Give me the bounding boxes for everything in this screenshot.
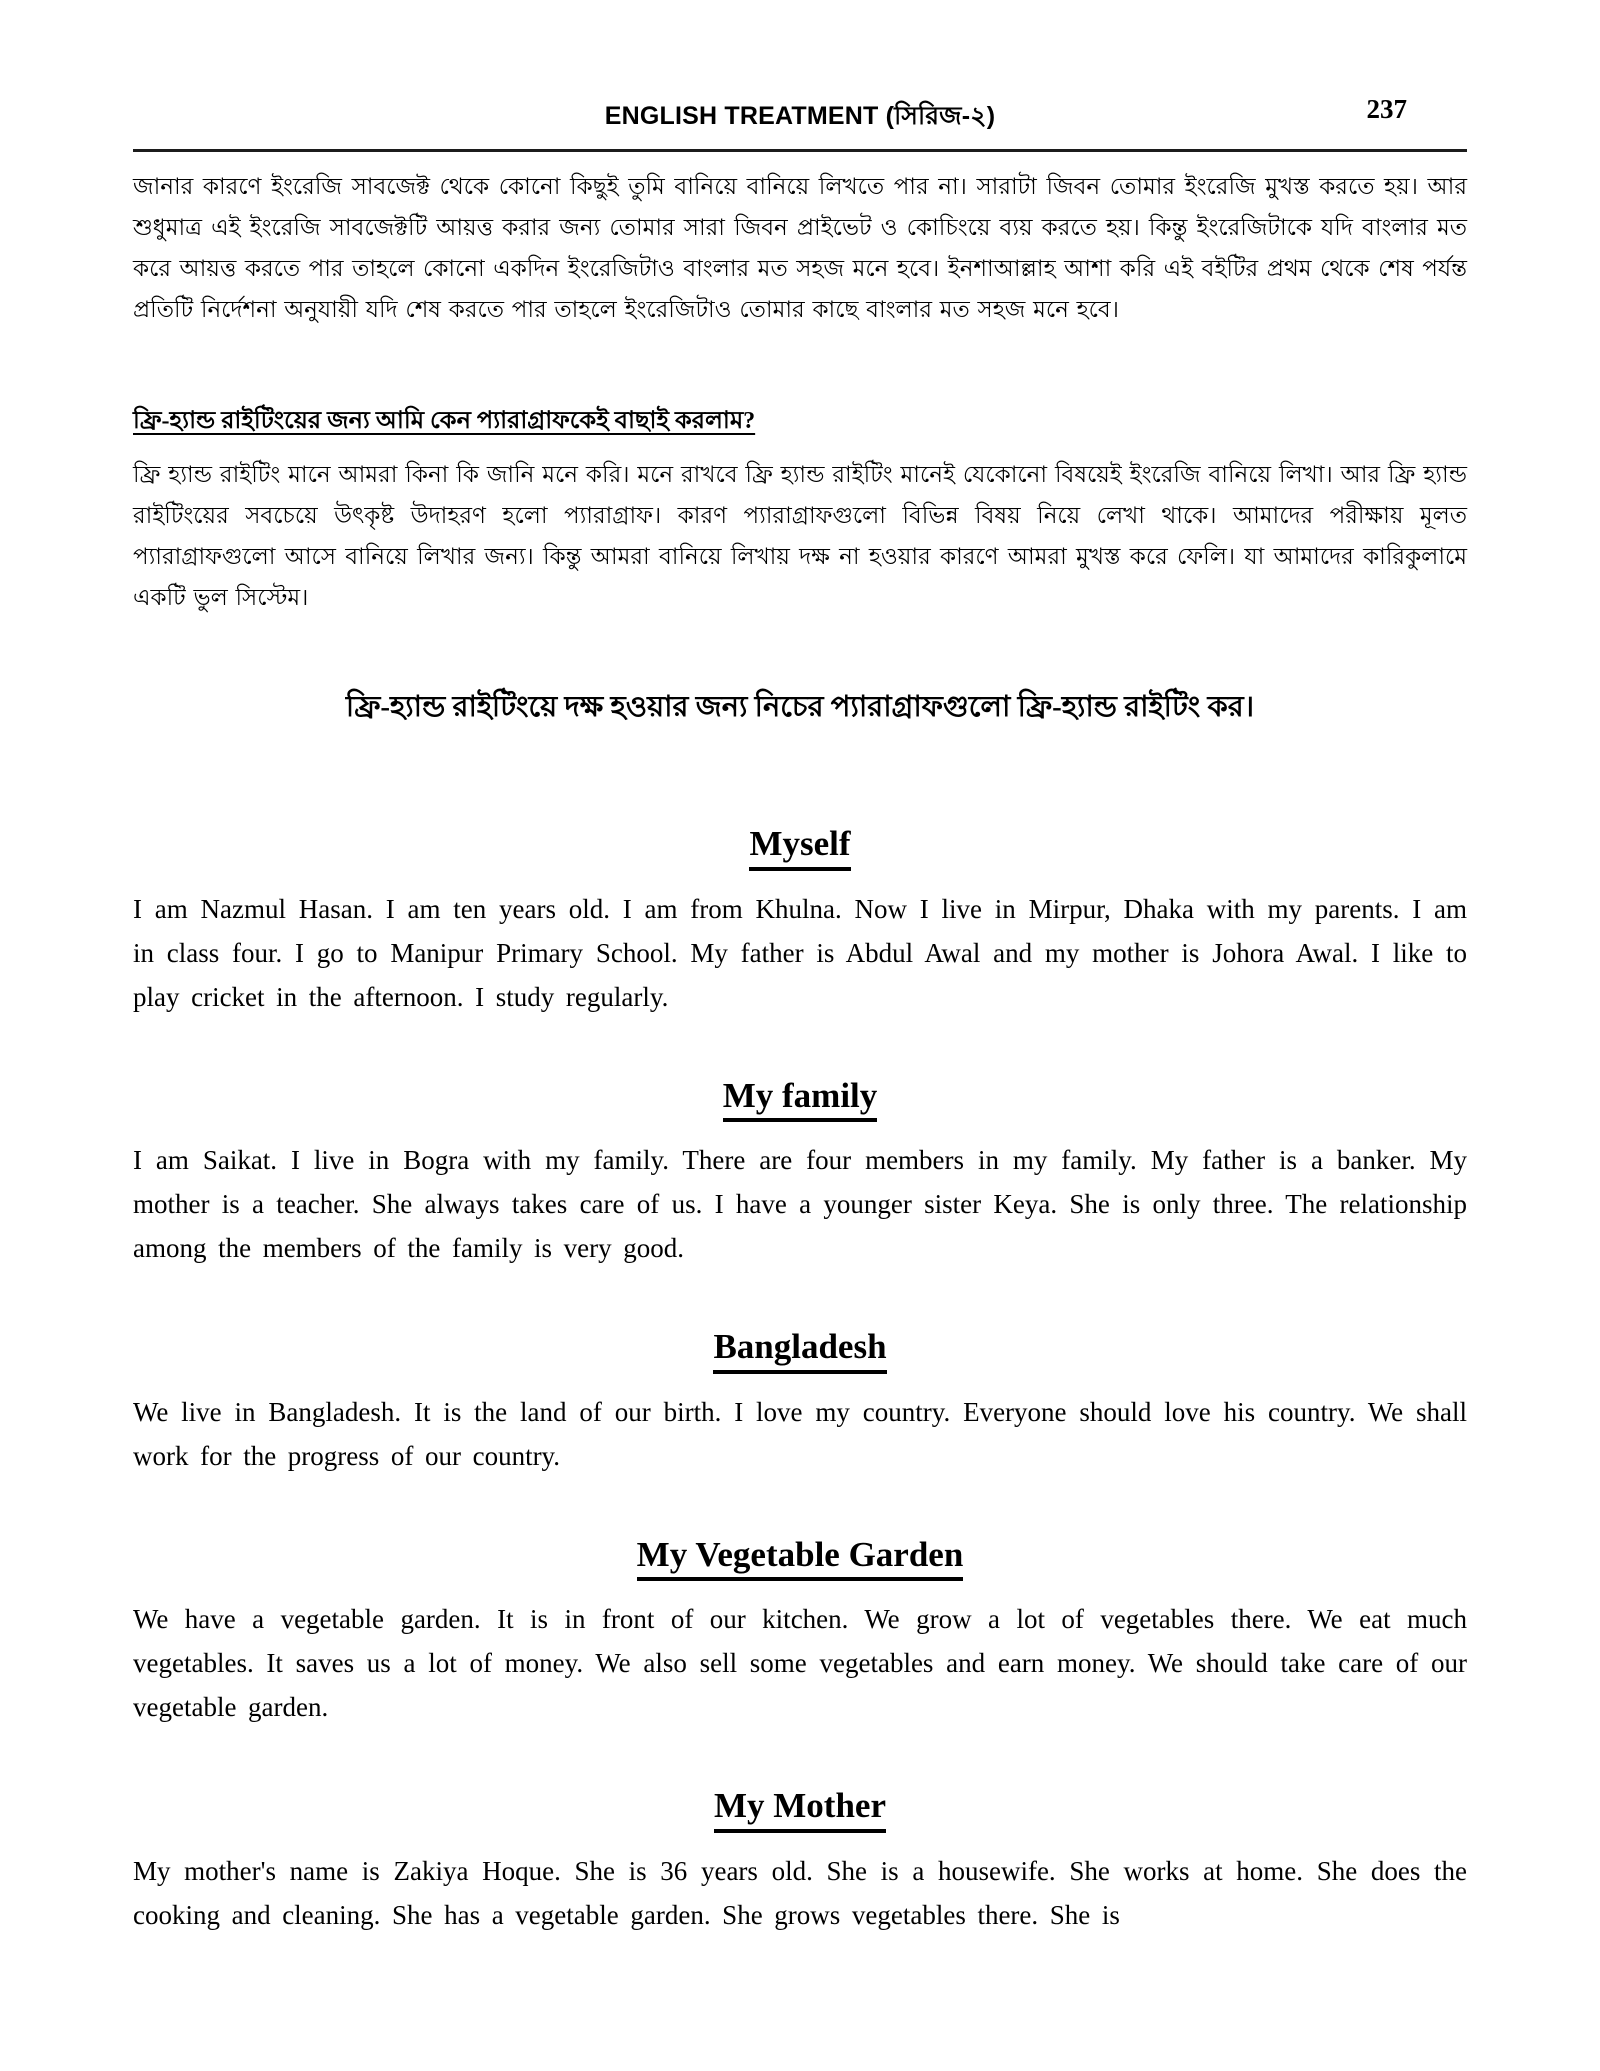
essay-body: I am Nazmul Hasan. I am ten years old. I am from Khulna. Now I live in Mirpur, Dhaka with my parents. I am in class four. I go to Manipur Primary School. My father is Abdul Awal and my mother is Johora Awal. I like to play cricket in the afternoon. I study regularly.	[133, 893, 1467, 1012]
question-heading: ফ্রি-হ্যান্ড রাইটিংয়ের জন্য আমি কেন প্যারাগ্রাফকেই বাছাই করলাম?	[133, 408, 756, 434]
question-paragraph: ফ্রি হ্যান্ড রাইটিং মানে আমরা কিনা কি জানি মনে করি। মনে রাখবে ফ্রি হ্যান্ড রাইটিং মানেই যেকোনো বিষয়েই ইংরেজি বানিয়ে লিখা। আর ফ্রি হ্যান্ড রাইটিংয়ের সবচেয়ে উৎকৃষ্ট উদাহরণ হলো প্যারাগ্রাফ। কারণ প্যারাগ্রাফগুলো বিভিন্ন বিষয় নিয়ে লেখা থাকে। আমাদের পরীক্ষায় মূলত প্যারাগ্রাফগুলো আসে বানিয়ে লিখার জন্য। কিন্তু আমরা বানিয়ে লিখায় দক্ষ না হওয়ার কারণে আমরা মুখস্ত করে ফেলি। যা আমাদের কারিকুলামে একটি ভুল সিস্টেম।	[133, 462, 1467, 610]
essay-myself	[133, 825, 1467, 1019]
essay-my-family	[133, 1077, 1467, 1271]
essay-title: Myself	[749, 825, 850, 871]
instruction-heading: ফ্রি-হ্যান্ড রাইটিংয়ে দক্ষ হওয়ার জন্য নিচের প্যারাগ্রাফগুলো ফ্রি-হ্যান্ড রাইটিং কর।	[345, 691, 1255, 723]
essay-title: My Vegetable Garden	[637, 1536, 964, 1582]
intro-paragraph: জানার কারণে ইংরেজি সাবজেক্ট থেকে কোনো কিছুই তুমি বানিয়ে বানিয়ে লিখতে পার না। সারাটা জিবন তোমার ইংরেজি মুখস্ত করতে হয়। আর শুধুমাত্র এই ইংরেজি সাবজেক্টটি আয়ত্ত করার জন্য তোমার সারা জিবন প্রাইভেট ও কোচিংয়ে ব্যয় করতে হয়। কিন্তু ইংরেজিটাকে যদি বাংলার মত করে আয়ত্ত করতে পার তাহলে কোনো একদিন ইংরেজিটাও বাংলার মত সহজ মনে হবে। ইনশাআল্লাহ আশা করি এই বইটির প্রথম থেকে শেষ পর্যন্ত প্রতিটি নির্দেশনা অনুযায়ী যদি শেষ করতে পার তাহলে ইংরেজিটাও তোমার কাছে বাংলার মত সহজ মনে হবে।	[133, 174, 1467, 322]
essay-body: My mother's name is Zakiya Hoque. She is 36 years old. She is a housewife. She works at home. She does the cooking and cleaning. She has a vegetable garden. She grows vegetables there. She is	[133, 1855, 1467, 1930]
essay-body: We have a vegetable garden. It is in front of our kitchen. We grow a lot of vegetables there. We eat much vegetables. It saves us a lot of money. We also sell some vegetables and earn money. We should take care of our vegetable garden.	[133, 1604, 1467, 1722]
essay-body: I am Saikat. I live in Bogra with my family. There are four members in my family. My father is a banker. My mother is a teacher. She always takes care of us. I have a younger sister Keya. She is only three. The relationship among the members of the family is very good.	[133, 1145, 1467, 1263]
essay-my-mother	[133, 1787, 1467, 1937]
essay-bangladesh	[133, 1328, 1467, 1478]
essay-title: My Mother	[714, 1787, 886, 1833]
essay-title: Bangladesh	[713, 1328, 886, 1374]
page-number: 237	[1366, 94, 1407, 124]
essay-title: My family	[723, 1077, 878, 1123]
book-title: ENGLISH TREATMENT (সিরিজ-২)	[604, 102, 996, 130]
essay-my-vegetable-garden	[133, 1536, 1467, 1730]
essay-body: We live in Bangladesh. It is the land of our birth. I love my country. Everyone should love his country. We shall work for the progress of our country.	[133, 1396, 1467, 1471]
page-header	[133, 96, 1467, 152]
